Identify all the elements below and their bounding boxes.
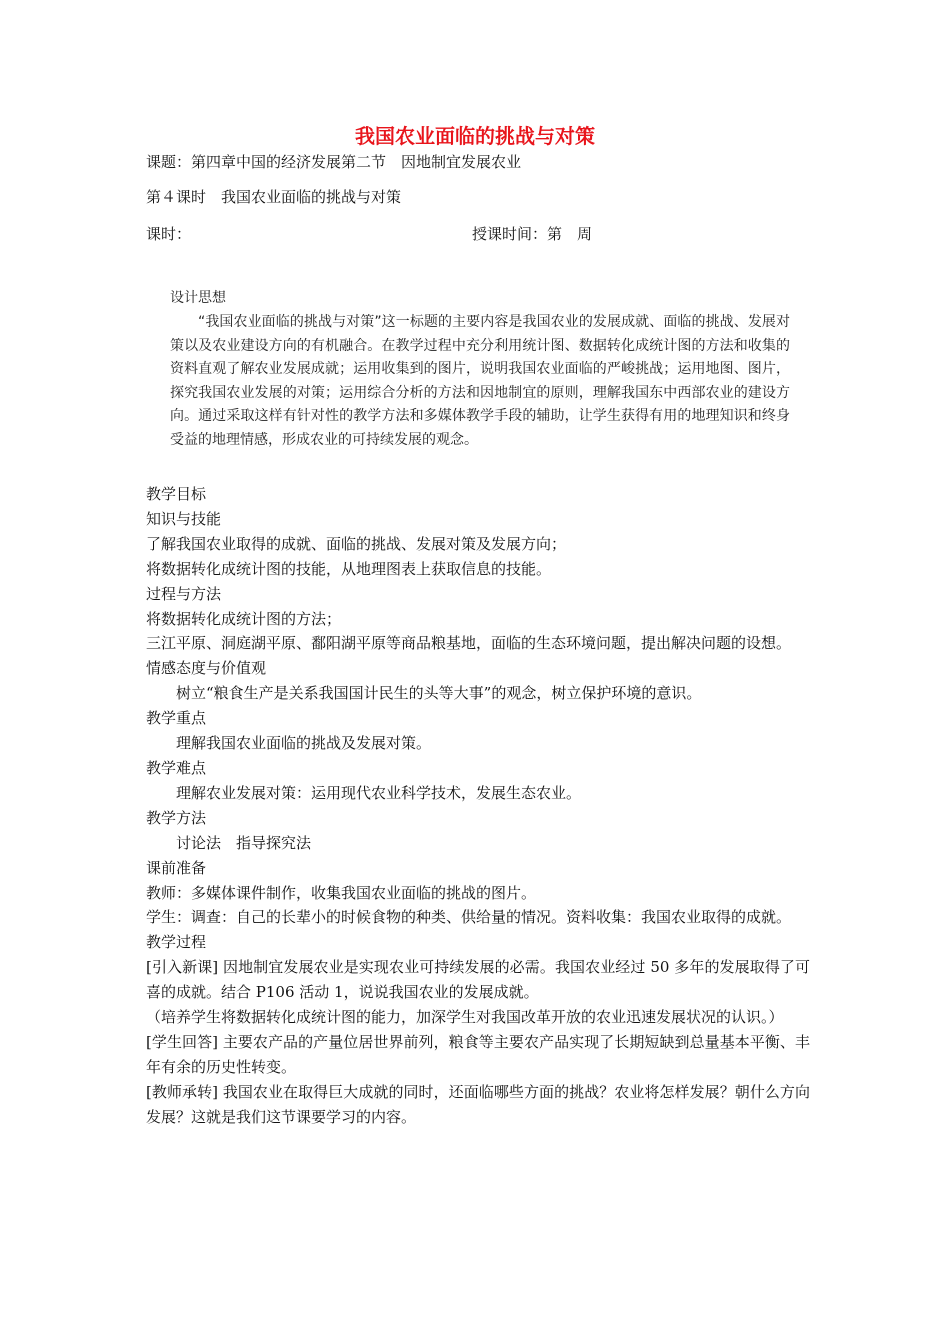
content-paragraph: 将数据转化成统计图的方法； [146, 609, 342, 628]
content-paragraph: 课前准备 [146, 858, 207, 877]
content-paragraph: 理解我国农业面临的挑战及发展对策。 [176, 734, 432, 753]
design-thinking-section [170, 288, 790, 452]
content-paragraph: 理解农业发展对策：运用现代农业科学技术，发展生态农业。 [176, 783, 582, 802]
lesson-line: 第４课时 我国农业面临的挑战与对策 [146, 188, 402, 206]
content-paragraph: 教学难点 [146, 758, 207, 777]
design-thinking-body: “我国农业面临的挑战与对策”这一标题的主要内容是我国农业的发展成就、面临的挑战、发展对策以及农业建设方向的有机融合。在教学过程中充分利用统计图、数据转化成统计图的方法和收集的资料直观了解农业发展成就；运用收集到的图片，说明我国农业面临的严峻挑战；运用地图、图片，探究我国农业发展的对策；运用综合分析的方法和因地制宜的原则，理解我国东中西部农业的建设方向。通过采取这样有针对性的教学方法和多媒体教学手段的辅助，让学生获得有用的地理知识和终身受益的地理情感，形成农业的可持续发展的观念。 [170, 314, 790, 448]
document-title: 我国农业面临的挑战与对策 [355, 124, 595, 148]
content-paragraph: （培养学生将数据转化成统计图的能力，加深学生对我国改革开放的农业迅速发展状况的认识。） [146, 1008, 784, 1027]
topic-line: 课题：第四章中国的经济发展第二节 因地制宜发展农业 [146, 153, 522, 171]
content-paragraph: 了解我国农业取得的成就、面临的挑战、发展对策及发展方向； [146, 534, 567, 553]
content-paragraph: 教学过程 [146, 933, 207, 952]
lesson-time-label: 授课时间：第 周 [472, 225, 593, 243]
content-paragraph: 三江平原、洞庭湖平原、鄱阳湖平原等商品粮基地，面临的生态环境问题，提出解决问题的设想。 [146, 634, 792, 653]
content-paragraph: 过程与方法 [146, 584, 222, 603]
period-label: 课时： [146, 225, 192, 243]
content-paragraph: 教学方法 [146, 808, 207, 827]
content-paragraph: 情感态度与价值观 [146, 659, 267, 678]
content-paragraph: [引入新课] 因地制宜发展农业是实现农业可持续发展的必需。我国农业经过 50 多年的发展取得了可喜的成就。结合 P106 活动 1，说说我国农业的发展成就。 [146, 958, 810, 1002]
content-paragraph: [教师承转] 我国农业在取得巨大成就的同时，还面临哪些方面的挑战？农业将怎样发展？朝什么方向发展？这就是我们这节课要学习的内容。 [146, 1082, 810, 1126]
lesson-plan-body [146, 482, 810, 1130]
content-paragraph: 知识与技能 [146, 509, 222, 528]
content-paragraph: [学生回答] 主要农产品的产量位居世界前列，粮食等主要农产品实现了长期短缺到总量基本平衡、丰年有余的历史性转变。 [146, 1032, 810, 1076]
content-paragraph: 将数据转化成统计图的技能，从地理图表上获取信息的技能。 [146, 559, 552, 578]
content-paragraph: 学生：调查：自己的长辈小的时候食物的种类、供给量的情况。资料收集：我国农业取得的成就。 [146, 908, 792, 927]
content-paragraph: 树立“粮食生产是关系我国国计民生的头等大事”的观念，树立保护环境的意识。 [176, 684, 702, 703]
content-paragraph: 教学重点 [146, 709, 207, 728]
design-thinking-heading: 设计思想 [170, 290, 226, 306]
content-paragraph: 教师：多媒体课件制作，收集我国农业面临的挑战的图片。 [146, 883, 537, 902]
content-paragraph: 讨论法 指导探究法 [176, 833, 312, 852]
content-paragraph: 教学目标 [146, 485, 207, 503]
